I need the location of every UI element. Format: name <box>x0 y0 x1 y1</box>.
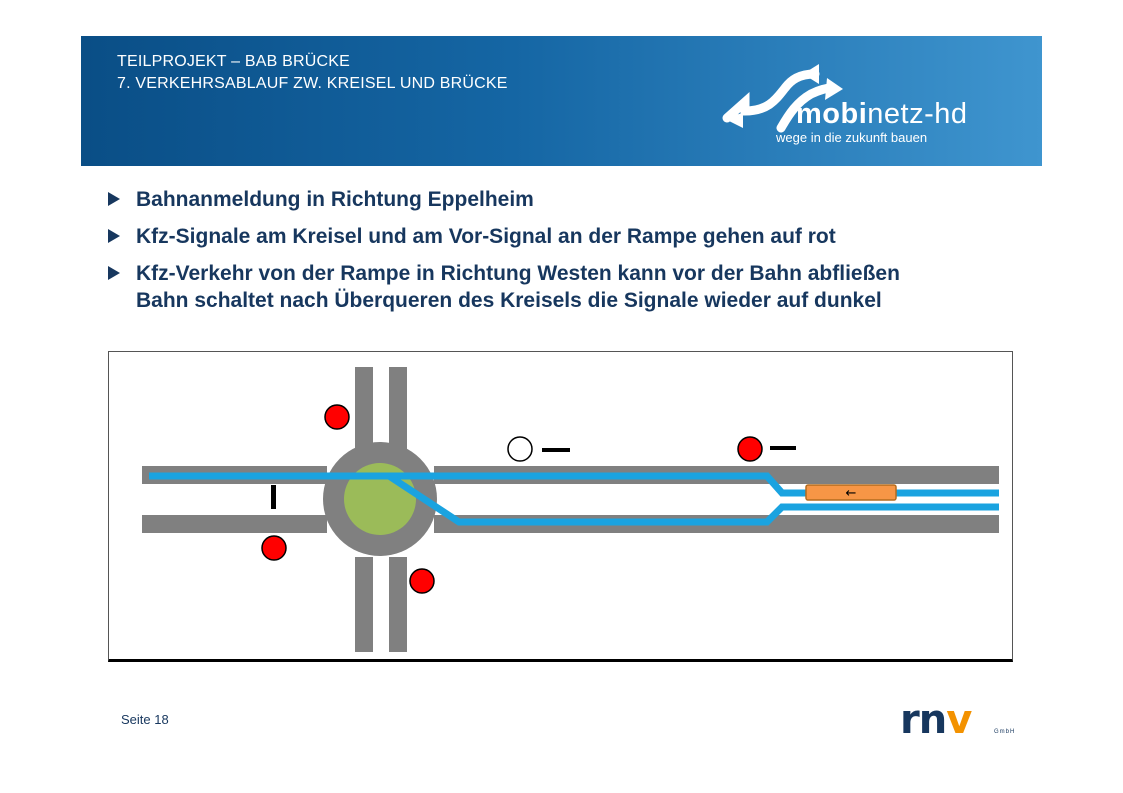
signal-north-red <box>325 405 349 429</box>
mobinetz-logo-text: mobinetz-hd <box>796 98 968 130</box>
road-south-west-lane <box>355 557 373 652</box>
tram-direction-arrow-icon: ← <box>845 486 857 501</box>
stop-line-ramp <box>770 446 796 450</box>
signal-track-dark <box>508 437 532 461</box>
bullet-item <box>108 223 1028 250</box>
road-west-south-lane <box>142 515 327 533</box>
rnv-logo-suffix: GmbH <box>994 729 1016 735</box>
bullet-text: Kfz-Signale am Kreisel und am Vor-Signal an der Rampe gehen auf rot <box>136 225 836 248</box>
rnv-logo <box>900 697 1016 743</box>
bullet-text: Kfz-Verkehr von der Rampe in Richtung Westen kann vor der Bahn abfließen <box>136 262 900 285</box>
traffic-diagram-svg <box>109 352 1012 659</box>
signal-south-red <box>410 569 434 593</box>
road-south-east-lane <box>389 557 407 652</box>
header-banner <box>81 36 1042 166</box>
bullet-item <box>108 186 1028 213</box>
project-title: TEILPROJEKT – BAB BRÜCKE <box>117 53 351 70</box>
rnv-logo-text: rnv <box>900 697 972 743</box>
bullet-arrow-icon <box>108 192 120 206</box>
page-number: Seite 18 <box>121 712 169 727</box>
bullet-list <box>108 186 1028 324</box>
section-title: 7. VERKEHRSABLAUF ZW. KREISEL UND BRÜCKE <box>117 75 508 92</box>
traffic-diagram <box>108 351 1013 662</box>
bullet-text-continued: Bahn schaltet nach Überqueren des Kreisels die Signale wieder auf dunkel <box>136 289 882 312</box>
logo-tagline: wege in die zukunft bauen <box>776 130 928 145</box>
signal-west-red <box>262 536 286 560</box>
stop-line-west <box>271 485 276 509</box>
bullet-item <box>108 260 1028 314</box>
bullet-arrow-icon <box>108 266 120 280</box>
stop-line-track <box>542 448 570 452</box>
bullet-text: Bahnanmeldung in Richtung Eppelheim <box>136 188 534 211</box>
bullet-arrow-icon <box>108 229 120 243</box>
signal-ramp-red <box>738 437 762 461</box>
